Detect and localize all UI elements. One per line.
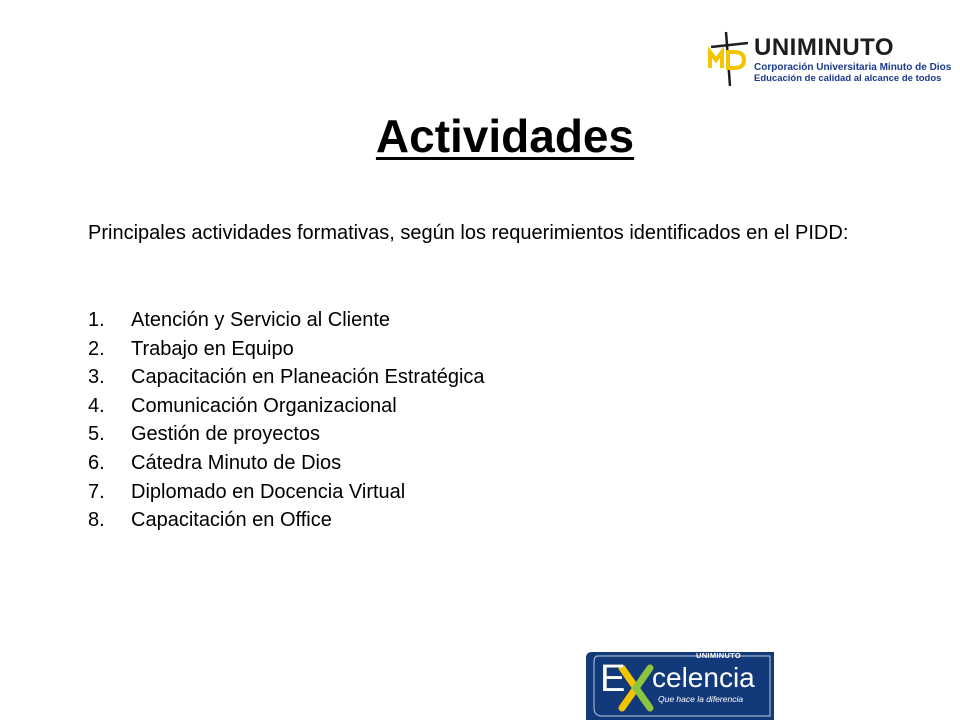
activity-number: 2. <box>88 337 105 360</box>
activity-item <box>88 506 485 535</box>
activity-text: Gestión de proyectos <box>131 423 320 446</box>
activity-item <box>88 335 485 364</box>
brand-subtitle: Corporación Universitaria Minuto de Dios <box>754 62 952 73</box>
activity-list <box>88 306 485 535</box>
activity-item <box>88 363 485 392</box>
activity-number: 6. <box>88 451 105 474</box>
brand-name: UNIMINUTO <box>754 34 895 61</box>
activity-item <box>88 420 485 449</box>
activity-text: Diplomado en Docencia Virtual <box>131 480 406 503</box>
activity-number: 7. <box>88 480 105 503</box>
activity-item <box>88 392 485 421</box>
page-title: Actividades <box>375 110 635 162</box>
activity-item <box>88 478 485 507</box>
footer-letter-e: E <box>600 658 626 700</box>
activity-number: 8. <box>88 509 105 532</box>
footer-word: celencia <box>652 662 755 693</box>
activity-text: Comunicación Organizacional <box>131 394 397 417</box>
brand-tagline: Educación de calidad al alcance de todos <box>754 73 942 84</box>
footer-brand-name: UNIMINUTO <box>696 651 742 660</box>
activity-number: 4. <box>88 394 105 417</box>
activity-number: 1. <box>88 309 105 331</box>
activity-number: 3. <box>88 366 105 389</box>
activity-text: Capacitación en Office <box>131 509 332 532</box>
uniminuto-logo <box>706 30 952 88</box>
activity-item <box>88 306 485 335</box>
activity-number: 5. <box>88 423 105 446</box>
activity-item <box>88 449 485 478</box>
activity-text: Atención y Servicio al Cliente <box>131 309 391 331</box>
footer-tagline: Que hace la diferencia <box>658 694 744 704</box>
intro-paragraph: Principales actividades formativas, según los requerimientos identificados en el PIDD: <box>88 222 849 244</box>
activity-text: Cátedra Minuto de Dios <box>131 451 342 474</box>
activity-text: Capacitación en Planeación Estratégica <box>131 366 485 389</box>
excelencia-logo <box>586 640 786 720</box>
md-cross-logo-icon <box>706 30 756 88</box>
activity-text: Trabajo en Equipo <box>131 337 294 360</box>
